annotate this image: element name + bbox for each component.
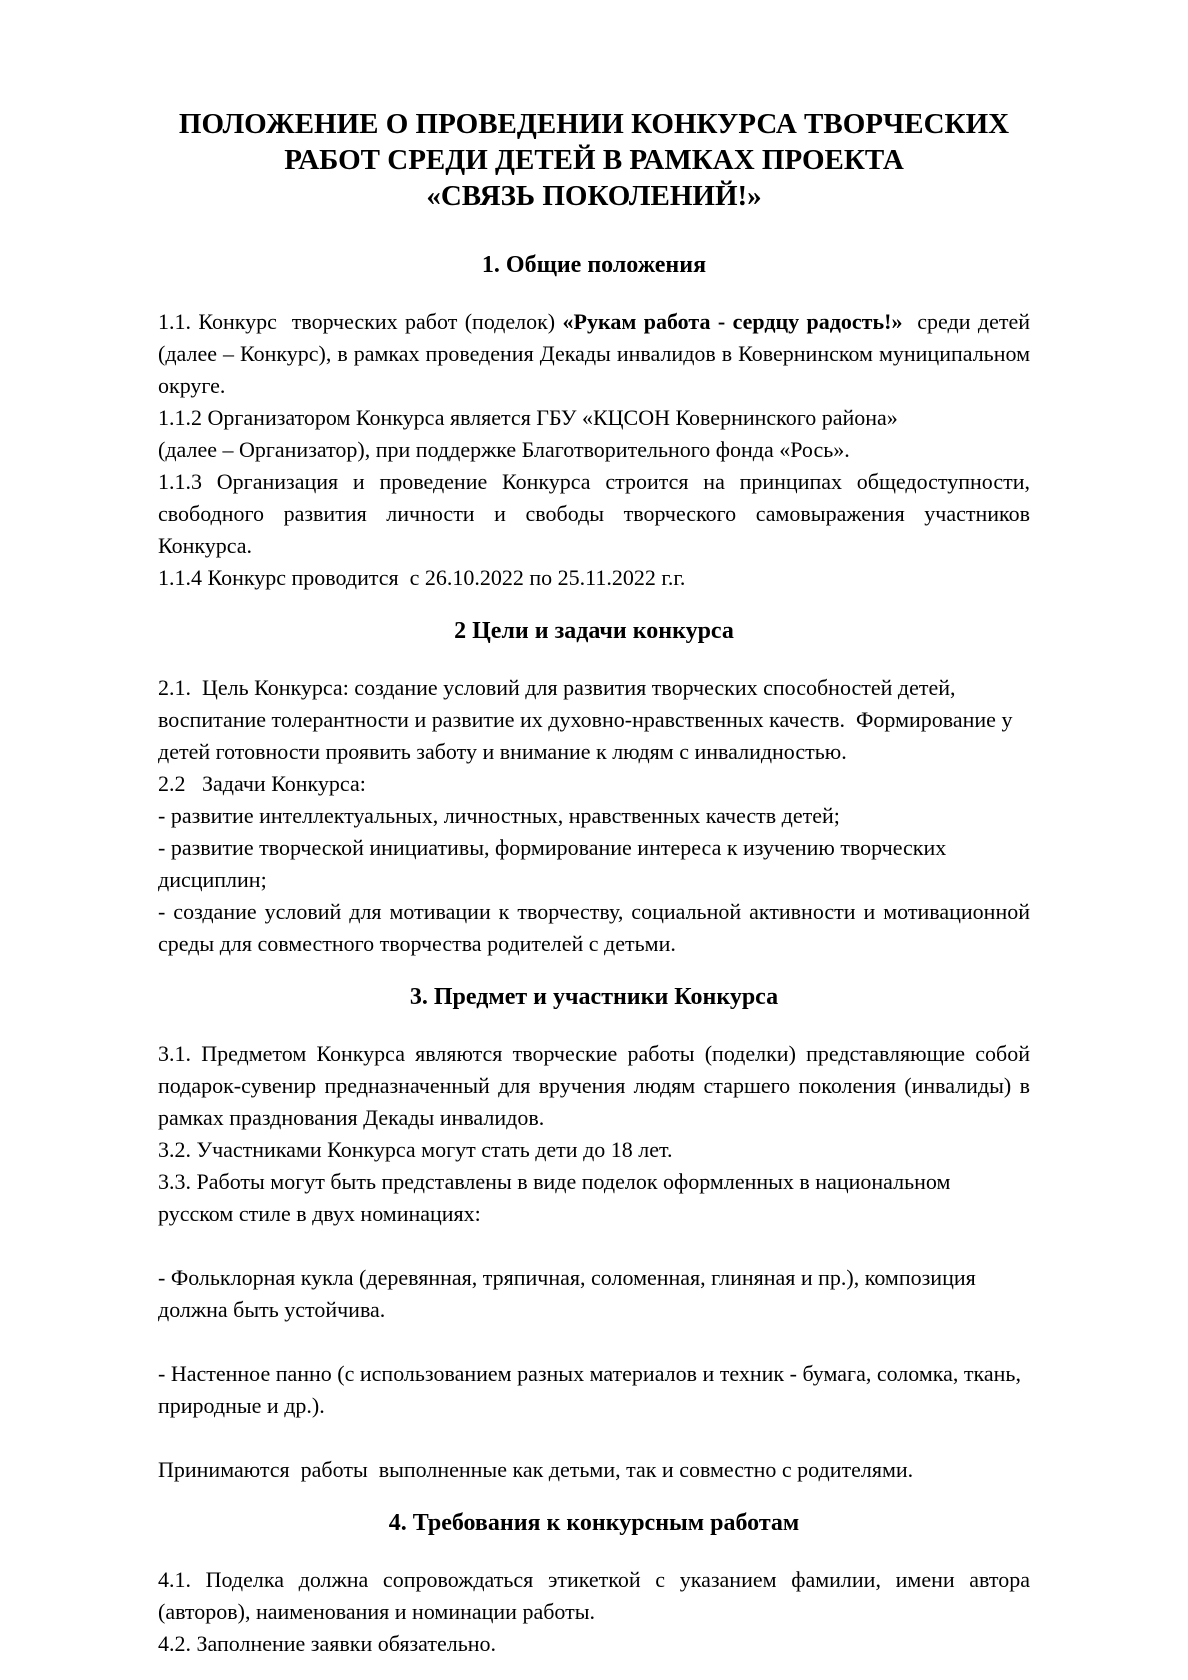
text-run: 3.3. Работы могут быть представлены в виде поделок оформленных в национальном русском стиле в двух номинациях: bbox=[158, 1169, 951, 1226]
paragraph bbox=[158, 1358, 1030, 1422]
section-heading: 2 Цели и задачи конкурса bbox=[454, 618, 734, 644]
text-run: - Настенное панно (с использованием разных материалов и техник - бумага, соломка, ткань, природные и др.). bbox=[158, 1361, 1021, 1418]
blank-line bbox=[158, 1230, 1030, 1262]
paragraph bbox=[158, 1134, 1030, 1166]
text-run: 3.1. Предметом Конкурса являются творческие работы (поделки) представляющие собой подарок-сувенир предназначенный для вручения людям старшего поколения (инвалиды) в рамках празднования Декады инвалидов. bbox=[158, 1041, 1030, 1130]
paragraph bbox=[158, 1166, 1030, 1230]
paragraph bbox=[158, 1262, 1030, 1326]
document-sections bbox=[158, 250, 1030, 1660]
paragraph bbox=[158, 562, 1030, 594]
paragraph bbox=[158, 1038, 1030, 1134]
text-run: 1.1. Конкурс творческих работ (поделок) bbox=[158, 309, 563, 334]
text-run: - Фольклорная кукла (деревянная, тряпичная, соломенная, глиняная и пр.), композиция должна быть устойчива. bbox=[158, 1265, 976, 1322]
text-run: 3.2. Участниками Конкурса могут стать дети до 18 лет. bbox=[158, 1137, 673, 1162]
text-run: - развитие творческой инициативы, формирование интереса к изучению творческих дисциплин; bbox=[158, 835, 947, 892]
paragraph bbox=[158, 402, 1030, 434]
paragraph bbox=[158, 768, 1030, 800]
paragraph bbox=[158, 800, 1030, 832]
text-run: (далее – Организатор), при поддержке Благотворительного фонда «Рось». bbox=[158, 437, 850, 462]
text-run: 1.1.2 Организатором Конкурса является ГБУ «КЦСОН Ковернинского района» bbox=[158, 405, 898, 430]
text-run: 1.1.4 Конкурс проводится с 26.10.2022 по 25.11.2022 г.г. bbox=[158, 565, 686, 590]
paragraph bbox=[158, 466, 1030, 562]
text-run: Принимаются работы выполненные как детьми, так и совместно с родителями. bbox=[158, 1457, 914, 1482]
text-run: 2.2 Задачи Конкурса: bbox=[158, 771, 366, 796]
document-title bbox=[158, 106, 1030, 214]
text-run: 4.2. Заполнение заявки обязательно. bbox=[158, 1631, 497, 1656]
bold-text-run: «Рукам работа - сердцу радость!» bbox=[562, 309, 903, 334]
document-title-line: «СВЯЗЬ ПОКОЛЕНИЙ!» bbox=[426, 180, 762, 212]
text-run: среди детей (далее – Конкурс), в рамках проведения Декады инвалидов в Ковернинском муниципальном округе. bbox=[158, 309, 1030, 398]
section-heading: 3. Предмет и участники Конкурса bbox=[409, 984, 779, 1010]
section-heading: 4. Требования к конкурсным работам bbox=[388, 1510, 800, 1536]
paragraph bbox=[158, 434, 1030, 466]
paragraph bbox=[158, 832, 1030, 896]
text-run: 1.1.3 Организация и проведение Конкурса строится на принципах общедоступности, свободного развития личности и свободы творческого самовыражения участников Конкурса. bbox=[158, 469, 1030, 558]
document-title-line: ПОЛОЖЕНИЕ О ПРОВЕДЕНИИ КОНКУРСА ТВОРЧЕСКИХ bbox=[178, 108, 1010, 140]
section-heading: 1. Общие положения bbox=[481, 252, 707, 278]
paragraph bbox=[158, 306, 1030, 402]
text-run: - создание условий для мотивации к творчеству, социальной активности и мотивационной среды для совместного творчества родителей с детьми. bbox=[158, 899, 1030, 956]
text-run: 4.1. Поделка должна сопровождаться этикеткой с указанием фамилии, имени автора (авторов), наименования и номинации работы. bbox=[158, 1567, 1030, 1624]
paragraph bbox=[158, 672, 1030, 768]
text-run: 2.1. Цель Конкурса: создание условий для развития творческих способностей детей, воспитание толерантности и развитие их духовно-нравственных качеств. Формирование у детей готовности проявить заботу и внимание к людям с инвалидностью. bbox=[158, 675, 1013, 764]
paragraph bbox=[158, 1628, 1030, 1660]
paragraph bbox=[158, 896, 1030, 960]
paragraph bbox=[158, 1454, 1030, 1486]
blank-line bbox=[158, 1422, 1030, 1454]
paragraph bbox=[158, 1564, 1030, 1628]
text-run: - развитие интеллектуальных, личностных, нравственных качеств детей; bbox=[158, 803, 840, 828]
blank-line bbox=[158, 1326, 1030, 1358]
document-title-line: РАБОТ СРЕДИ ДЕТЕЙ В РАМКАХ ПРОЕКТА bbox=[284, 144, 904, 176]
